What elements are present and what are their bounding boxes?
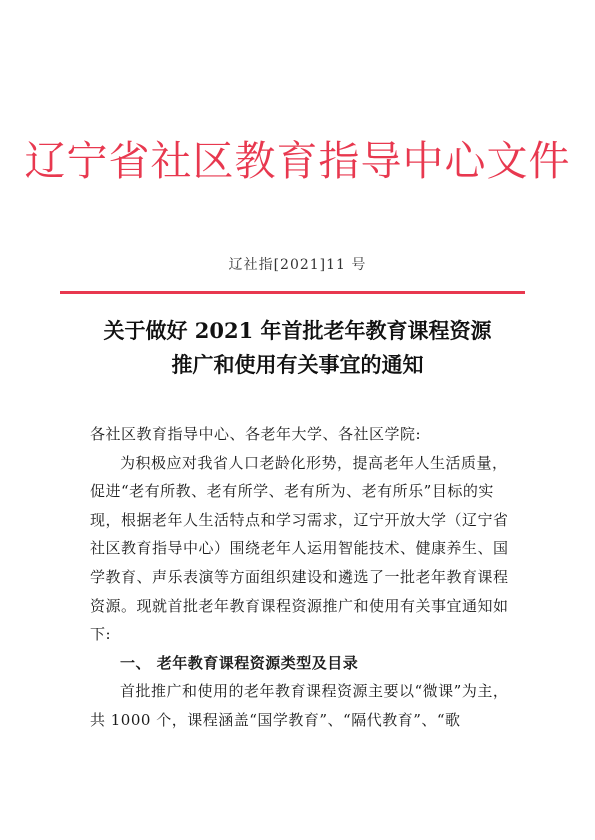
notice-body — [90, 420, 510, 735]
section-heading-1: 一、 老年教育课程资源类型及目录 — [120, 653, 359, 672]
notice-title — [0, 314, 595, 382]
document-header-title: 辽宁省社区教育指导中心文件 — [24, 137, 571, 185]
header-divider-line — [60, 291, 525, 294]
notice-title-line-1: 关于做好 2021 年首批老年教育课程资源 — [103, 318, 492, 343]
document-number: 辽社指[2021]11 号 — [228, 257, 367, 273]
body-paragraph-1: 为积极应对我省人口老龄化形势，提高老年人生活质量，促进“老有所教、老有所学、老有所为、老有所乐”目标的实现，根据老年人生活特点和学习需求，辽宁开放大学（辽宁省社区教育指导中心）围绕老年人运用智能技术、健康养生、国学教育、声乐表演等方面组织建设和遴选了一批老年教育课程资源。现就首批老年教育课程资源推广和使用有关事宜通知如下: — [90, 453, 509, 644]
salutation: 各社区教育指导中心、各老年大学、各社区学院: — [90, 425, 422, 443]
notice-title-line-2: 推广和使用有关事宜的通知 — [171, 352, 424, 377]
body-paragraph-2: 首批推广和使用的老年教育课程资源主要以“微课”为主，共 1000 个，课程涵盖“国学教育”、“隔代教育”、“歌 — [90, 682, 509, 729]
